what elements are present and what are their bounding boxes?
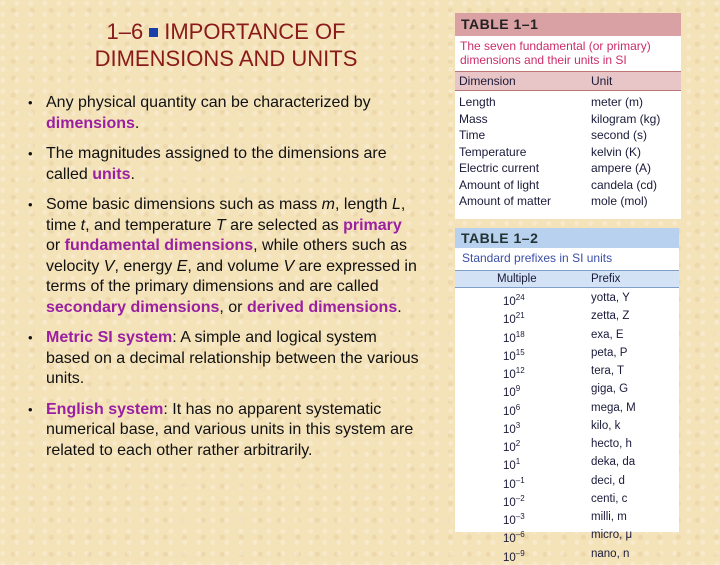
table-row bbox=[459, 111, 677, 128]
multiple-base: 10 bbox=[503, 551, 516, 564]
column-header-prefix: Prefix bbox=[591, 272, 621, 285]
bullet-text: or bbox=[46, 237, 65, 254]
table-1-2-column-headers bbox=[455, 270, 679, 288]
table-row bbox=[455, 309, 679, 327]
table-row bbox=[459, 94, 677, 111]
bullet-text: , and temperature bbox=[85, 216, 216, 234]
bullet-text: , and volume bbox=[187, 257, 284, 275]
table-row bbox=[455, 419, 679, 437]
table-1-1-column-headers bbox=[455, 71, 681, 92]
table-1-1-caption: The seven fundamental (or primary) dimensions and their units in SI bbox=[460, 38, 651, 67]
multiple-cell bbox=[455, 401, 591, 419]
unit-cell: ampere (A) bbox=[591, 161, 652, 175]
bullet-text: The magnitudes assigned to the dimensions are called bbox=[46, 145, 387, 183]
table-row bbox=[459, 144, 677, 161]
highlighted-term: English system bbox=[46, 400, 164, 418]
multiple-exponent: –2 bbox=[515, 493, 525, 503]
bullet-item bbox=[20, 328, 420, 390]
column-header-multiple: Multiple bbox=[497, 272, 537, 285]
unit-cell: candela (cd) bbox=[591, 177, 658, 192]
bullet-text: , energy bbox=[114, 257, 177, 275]
multiple-base: 10 bbox=[503, 423, 516, 436]
multiple-base: 10 bbox=[503, 314, 516, 327]
table-row bbox=[459, 127, 677, 144]
prefix-cell: exa, E bbox=[591, 328, 624, 341]
multiple-exponent: –9 bbox=[515, 548, 525, 558]
table-row bbox=[455, 346, 679, 364]
section-number: 1–6 bbox=[106, 19, 144, 44]
table-row bbox=[455, 510, 679, 528]
bullet-item bbox=[20, 93, 420, 134]
highlighted-term: derived dimensions bbox=[246, 298, 398, 316]
bullet-text: , while others such as velocity bbox=[46, 237, 407, 275]
prefix-cell: centi, c bbox=[591, 492, 628, 505]
multiple-exponent: –6 bbox=[515, 530, 525, 540]
multiple-exponent: –1 bbox=[515, 475, 525, 485]
multiple-exponent: 2 bbox=[515, 439, 521, 449]
bullet-dot-icon: • bbox=[28, 95, 33, 110]
multiple-cell bbox=[455, 328, 591, 346]
bullet-item bbox=[20, 195, 420, 318]
prefix-cell: micro, μ bbox=[591, 529, 633, 542]
multiple-base: 10 bbox=[503, 296, 516, 309]
unit-cell: meter (m) bbox=[591, 95, 643, 109]
multiple-base: 10 bbox=[503, 387, 516, 400]
bullet-text: : A simple and logical system based on a decimal relationship between the various units. bbox=[46, 329, 419, 387]
multiple-exponent: –3 bbox=[515, 512, 525, 522]
multiple-cell bbox=[455, 455, 591, 473]
multiple-cell bbox=[455, 291, 591, 309]
bullet-text: Some basic dimensions such as mass bbox=[46, 196, 322, 213]
table-1-2 bbox=[455, 228, 679, 564]
bullet-text: . bbox=[130, 165, 135, 183]
unit-cell: second (s) bbox=[591, 128, 648, 142]
bullet-text: are selected as bbox=[225, 216, 344, 234]
bullet-text: V bbox=[283, 257, 295, 275]
multiple-cell bbox=[455, 492, 591, 510]
highlighted-term: units bbox=[92, 165, 131, 183]
bullet-dot-icon: • bbox=[28, 146, 33, 161]
multiple-exponent: 9 bbox=[515, 384, 521, 394]
multiple-base: 10 bbox=[503, 350, 516, 363]
multiple-exponent: 3 bbox=[515, 420, 521, 430]
multiple-cell bbox=[455, 419, 591, 437]
table-row bbox=[455, 382, 679, 400]
table-row bbox=[455, 474, 679, 492]
table-1-1 bbox=[455, 13, 681, 219]
prefix-cell: hecto, h bbox=[591, 438, 632, 451]
prefix-cell: peta, P bbox=[591, 346, 628, 359]
table-row bbox=[455, 401, 679, 419]
bullet-text: : It has no apparent systematic numerical base, and various units in this system are related to each other rather arbitrarily. bbox=[46, 400, 414, 459]
dimension-cell: Amount of light bbox=[459, 177, 540, 192]
bullet-dot-icon: • bbox=[28, 197, 33, 212]
highlighted-term: Metric SI system bbox=[46, 329, 173, 346]
prefix-cell: mega, M bbox=[591, 401, 636, 414]
bullet-dot-icon: • bbox=[28, 330, 33, 345]
bullet-text: Any physical quantity can be characterized by bbox=[46, 94, 371, 111]
multiple-cell bbox=[455, 474, 591, 492]
table-1-1-heading: TABLE 1–1 bbox=[455, 13, 681, 36]
prefix-cell: yotta, Y bbox=[591, 292, 630, 305]
table-row bbox=[459, 177, 677, 194]
highlighted-term: fundamental dimensions bbox=[64, 237, 254, 254]
highlighted-term: dimensions bbox=[46, 114, 135, 132]
prefix-cell: tera, T bbox=[591, 365, 625, 378]
prefix-cell: deka, da bbox=[591, 456, 636, 469]
multiple-cell bbox=[455, 346, 591, 364]
highlighted-term: primary bbox=[343, 216, 402, 234]
bullet-text: , time bbox=[46, 196, 406, 234]
prefix-cell: deci, d bbox=[591, 474, 625, 487]
multiple-cell bbox=[455, 547, 591, 565]
prefix-cell: giga, G bbox=[591, 383, 629, 396]
bullet-text: E bbox=[176, 257, 188, 275]
bullet-text: , or bbox=[219, 298, 247, 316]
bullet-text: t bbox=[80, 216, 86, 234]
bullet-text: , length bbox=[335, 196, 392, 213]
multiple-base: 10 bbox=[503, 533, 516, 546]
table-row bbox=[455, 528, 679, 546]
multiple-cell bbox=[455, 510, 591, 528]
table-row bbox=[459, 193, 677, 210]
multiple-cell bbox=[455, 382, 591, 400]
bullet-item bbox=[20, 144, 420, 185]
multiple-exponent: 21 bbox=[515, 311, 525, 321]
prefix-cell: kilo, k bbox=[591, 419, 621, 432]
multiple-base: 10 bbox=[503, 332, 516, 345]
bullet-text: m bbox=[321, 196, 335, 213]
unit-cell: kilogram (kg) bbox=[591, 111, 661, 126]
unit-cell: kelvin (K) bbox=[591, 144, 642, 159]
column-header-unit: Unit bbox=[591, 73, 613, 88]
bullet-text: . bbox=[397, 298, 402, 316]
table-row bbox=[455, 328, 679, 346]
multiple-base: 10 bbox=[503, 514, 516, 527]
bullet-text: T bbox=[215, 216, 226, 234]
multiple-exponent: 12 bbox=[515, 366, 525, 376]
table-row bbox=[455, 437, 679, 455]
table-row bbox=[455, 492, 679, 510]
multiple-base: 10 bbox=[503, 496, 516, 509]
slide-title bbox=[26, 18, 426, 72]
multiple-cell bbox=[455, 364, 591, 382]
table-1-2-body bbox=[455, 288, 679, 565]
title-line-1 bbox=[26, 18, 426, 45]
unit-cell: mole (mol) bbox=[591, 194, 648, 208]
table-1-1-body bbox=[455, 91, 681, 210]
multiple-cell bbox=[455, 528, 591, 546]
table-row bbox=[455, 547, 679, 565]
multiple-base: 10 bbox=[503, 441, 516, 454]
title-text-1: IMPORTANCE OF bbox=[164, 19, 346, 44]
multiple-exponent: 24 bbox=[515, 293, 525, 303]
prefix-cell: zetta, Z bbox=[591, 310, 630, 323]
title-line-2: DIMENSIONS AND UNITS bbox=[94, 46, 358, 71]
multiple-exponent: 1 bbox=[515, 457, 521, 467]
table-row bbox=[455, 291, 679, 309]
multiple-exponent: 6 bbox=[515, 402, 521, 412]
table-1-2-caption: Standard prefixes in SI units bbox=[462, 251, 613, 266]
bullet-text: V bbox=[103, 257, 115, 275]
dimension-cell: Length bbox=[459, 95, 496, 109]
square-bullet-icon bbox=[149, 28, 158, 37]
highlighted-term: secondary dimensions bbox=[46, 298, 220, 316]
bullet-text: are expressed in terms of the primary dimensions and are called bbox=[46, 257, 417, 295]
dimension-cell: Electric current bbox=[459, 161, 540, 175]
prefix-cell: nano, n bbox=[591, 547, 630, 560]
prefix-cell: milli, m bbox=[591, 511, 627, 524]
bullet-item bbox=[20, 400, 420, 462]
multiple-base: 10 bbox=[503, 368, 516, 381]
column-header-dimension: Dimension bbox=[459, 73, 516, 88]
dimension-cell: Time bbox=[459, 128, 486, 142]
multiple-cell bbox=[455, 309, 591, 327]
bullet-list bbox=[20, 93, 420, 471]
table-row bbox=[455, 364, 679, 382]
multiple-base: 10 bbox=[503, 460, 516, 473]
bullet-dot-icon: • bbox=[28, 401, 33, 417]
multiple-exponent: 18 bbox=[515, 329, 525, 339]
dimension-cell: Mass bbox=[459, 111, 488, 126]
dimension-cell: Amount of matter bbox=[459, 194, 552, 208]
table-row bbox=[455, 455, 679, 473]
dimension-cell: Temperature bbox=[459, 144, 527, 159]
bullet-text: . bbox=[134, 114, 140, 132]
table-row bbox=[459, 160, 677, 177]
multiple-base: 10 bbox=[503, 478, 516, 491]
bullet-text: L bbox=[391, 196, 401, 213]
table-1-2-heading: TABLE 1–2 bbox=[455, 228, 679, 248]
multiple-base: 10 bbox=[503, 405, 516, 418]
multiple-cell bbox=[455, 437, 591, 455]
multiple-exponent: 15 bbox=[515, 347, 525, 357]
